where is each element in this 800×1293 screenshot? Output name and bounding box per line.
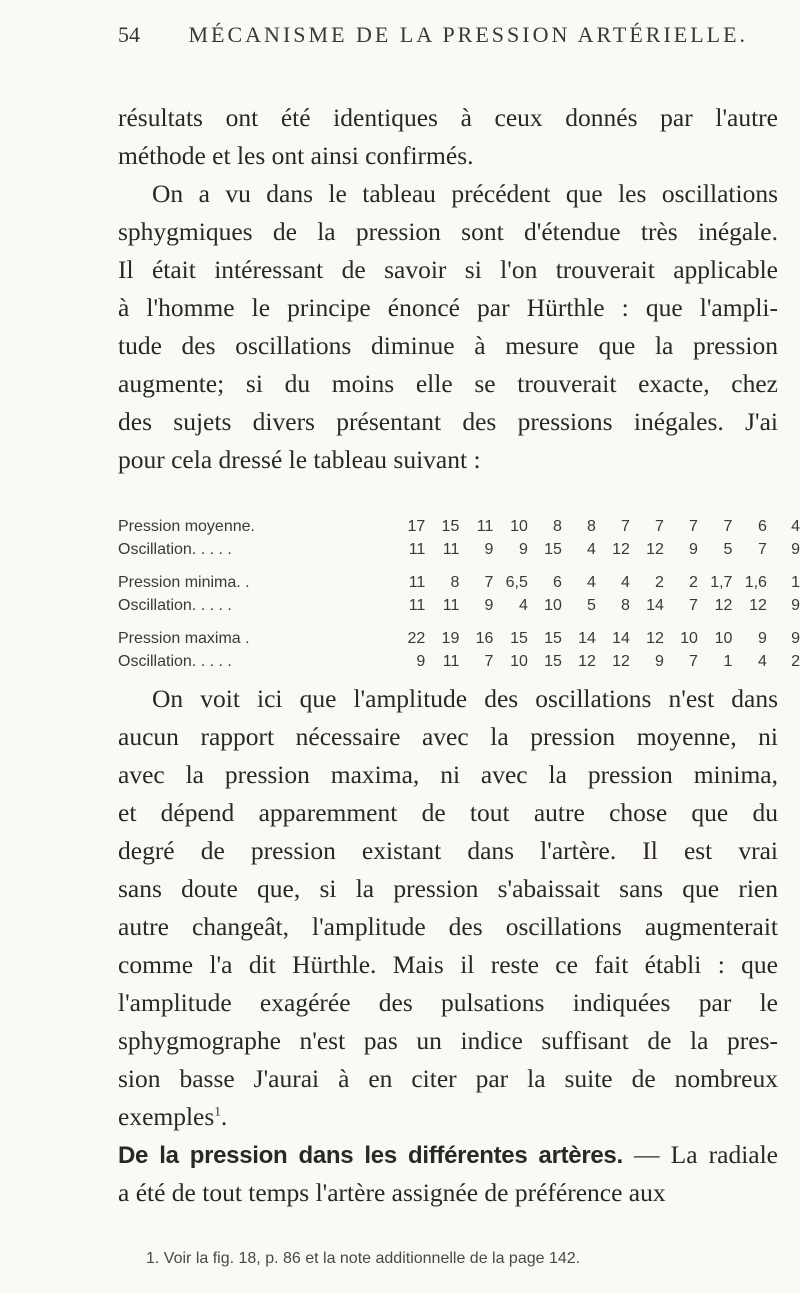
table-cell: 10 — [510, 517, 528, 535]
text-line: sphygmiques de la pression sont d'étendue très inégale. — [118, 217, 778, 246]
table-cell: 8 — [450, 573, 460, 591]
text-line: augmente; si du moins elle se trouverait exacte, chez — [118, 369, 778, 398]
text-line: Il était intéressant de savoir si l'on trouverait applicable — [118, 255, 778, 284]
table-cell: 5 — [723, 540, 733, 558]
chapter-title: MÉCANISME DE LA PRESSION ARTÉRIELLE. — [188, 22, 749, 47]
table-gap — [118, 617, 800, 627]
table-cell: 15 — [441, 517, 460, 535]
table-cell: 9 — [791, 629, 800, 647]
table-cell: 9 — [689, 540, 698, 558]
table-cell: 4 — [758, 652, 767, 670]
table-cell: 12 — [646, 629, 664, 647]
table-cell: 4 — [791, 517, 800, 535]
text-line: sans doute que, si la pression s'abaissait sans que rien — [118, 874, 778, 903]
text-line: sion basse J'aurai à en citer par la suite de nombreux — [118, 1064, 778, 1093]
table-cell: 2 — [791, 652, 800, 670]
table-cell: 7 — [689, 652, 698, 670]
paragraph-conclusion — [118, 680, 778, 1212]
table-cell: 9 — [518, 540, 528, 558]
row-label: Oscillation. . . . . — [118, 596, 232, 614]
footnote-text: Voir la fig. 18, p. 86 et la note additionnelle de la page 142. — [163, 1250, 581, 1267]
table-cell: 9 — [791, 596, 800, 614]
section-line — [118, 1136, 778, 1174]
table-cell: 11 — [408, 540, 426, 558]
table-cell: 10 — [714, 629, 733, 647]
table-cell: 1,6 — [744, 573, 767, 591]
table-cell: 19 — [441, 629, 460, 647]
table-cell: 11 — [476, 517, 494, 535]
footnote — [146, 1250, 580, 1268]
text-line: tude des oscillations diminue à mesure que la pression — [118, 331, 778, 360]
table-cell: 7 — [689, 517, 698, 535]
table-cell: 12 — [749, 596, 767, 614]
paragraph-continuation — [118, 99, 778, 175]
table-cell: 4 — [621, 573, 630, 591]
table-gap — [118, 561, 800, 571]
table-cell: 7 — [621, 517, 630, 535]
table-cell: 10 — [544, 596, 562, 614]
table-cell: 9 — [758, 629, 767, 647]
text-line: comme l'a dit Hürthle. Mais il reste ce fait établi : que — [118, 950, 778, 979]
text-line: aucun rapport nécessaire avec la pression moyenne, ni — [118, 722, 778, 751]
table-cell: 9 — [655, 652, 664, 670]
table-cell: 8 — [621, 596, 630, 614]
table-cell: 11 — [442, 596, 460, 614]
table-cell: 7 — [689, 596, 698, 614]
table-row — [118, 538, 800, 561]
table-cell: 4 — [518, 596, 528, 614]
row-label: Pression minima. . — [118, 573, 250, 591]
table-cell: 9 — [791, 540, 800, 558]
table-row — [118, 594, 800, 617]
page-number: 54 — [118, 22, 140, 47]
table-cell: 10 — [680, 629, 698, 647]
table-cell: 12 — [714, 596, 733, 614]
text-line: sphygmographe n'est pas un indice suffisant de la pres- — [118, 1026, 778, 1055]
text-line: résultats ont été identiques à ceux donnés par l'autre — [118, 103, 778, 132]
table-cell: 7 — [758, 540, 767, 558]
text-line: a été de tout temps l'artère assignée de préférence aux — [118, 1178, 666, 1207]
table-cell: 5 — [586, 596, 596, 614]
text-line: autre changeât, l'amplitude des oscillations augmenterait — [118, 912, 778, 941]
table-cell: 8 — [552, 517, 562, 535]
final-word: exemples — [118, 1102, 215, 1131]
section-text: — La radiale — [622, 1140, 778, 1169]
footnote-ref: 1 — [214, 1103, 221, 1119]
table-cell: 6,5 — [505, 573, 528, 591]
row-label: Pression moyenne. — [118, 517, 255, 535]
table-cell: 11 — [442, 652, 460, 670]
table-cell: 7 — [484, 652, 494, 670]
pressure-oscillation-table — [118, 515, 800, 673]
table-cell: 12 — [646, 540, 664, 558]
table-cell: 11 — [408, 596, 426, 614]
table-cell: 12 — [578, 652, 596, 670]
table-cell: 4 — [586, 540, 596, 558]
row-label: Pression maxima . — [118, 629, 250, 647]
table-cell: 14 — [578, 629, 596, 647]
table-cell: 16 — [475, 629, 494, 647]
table-cell: 17 — [407, 517, 426, 535]
section-heading: De la pression dans les différentes artères. — [118, 1142, 623, 1169]
table-cell: 7 — [655, 517, 664, 535]
text-line: des sujets divers présentant des pressions inégales. J'ai — [118, 407, 778, 436]
text-line — [118, 1098, 778, 1136]
table-cell: 11 — [408, 573, 426, 591]
running-head — [118, 22, 778, 48]
table-cell: 7 — [723, 517, 733, 535]
table-cell: 6 — [552, 573, 562, 591]
table-cell: 1 — [791, 573, 800, 591]
table-cell: 15 — [544, 629, 562, 647]
table-cell: 14 — [646, 596, 664, 614]
table-row — [118, 650, 800, 673]
table-cell: 9 — [416, 652, 426, 670]
footnote-number: 1. — [146, 1250, 160, 1267]
table-cell: 9 — [484, 540, 494, 558]
table-row — [118, 571, 800, 594]
text-line: méthode et les ont ainsi confirmés. — [118, 141, 474, 170]
table-cell: 9 — [484, 596, 494, 614]
table-cell: 1 — [723, 652, 733, 670]
table-cell: 12 — [612, 540, 630, 558]
table-row — [118, 515, 800, 538]
text-line: On voit ici que l'amplitude des oscillations n'est dans — [152, 684, 778, 713]
table-cell: 6 — [758, 517, 767, 535]
paragraph-hurthle-principle — [118, 175, 778, 479]
text-line: pour cela dressé le tableau suivant : — [118, 445, 481, 474]
table-cell: 8 — [586, 517, 596, 535]
table-cell: 1,7 — [710, 573, 733, 591]
table-cell: 10 — [510, 652, 528, 670]
table-cell: 15 — [544, 652, 562, 670]
text-line: l'amplitude exagérée des pulsations indiquées par le — [118, 988, 778, 1017]
row-label: Oscillation. . . . . — [118, 652, 232, 670]
row-label: Oscillation. . . . . — [118, 540, 232, 558]
table-cell: 2 — [655, 573, 664, 591]
table-cell: 7 — [484, 573, 494, 591]
text-line: et dépend apparemment de tout autre chose que du — [118, 798, 778, 827]
table-cell: 14 — [612, 629, 630, 647]
table-row — [118, 627, 800, 650]
text-line: avec la pression maxima, ni avec la pression minima, — [118, 760, 778, 789]
table-cell: 2 — [689, 573, 698, 591]
text-line: à l'homme le principe énoncé par Hürthle : que l'ampli- — [118, 293, 778, 322]
table-cell: 15 — [544, 540, 562, 558]
final-punct: . — [220, 1102, 228, 1131]
table-cell: 4 — [586, 573, 596, 591]
table-cell: 22 — [407, 629, 426, 647]
table-cell: 12 — [612, 652, 630, 670]
table-cell: 11 — [442, 540, 460, 558]
text-line: On a vu dans le tableau précédent que les oscillations — [152, 179, 778, 208]
table-cell: 15 — [510, 629, 528, 647]
text-line: degré de pression existant dans l'artère. Il est vrai — [118, 836, 778, 865]
